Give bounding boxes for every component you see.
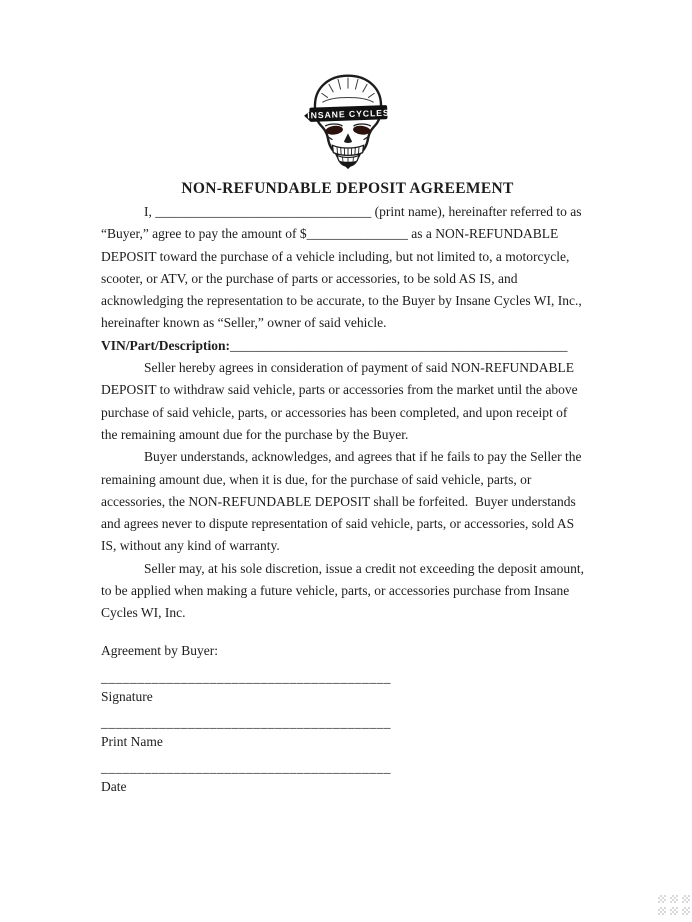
vin-blank-field: __________________________________________________ [229,337,568,353]
paragraph-line: Seller hereby agrees in consideration of payment of said NON-REFUNDABLE [144,360,575,376]
paragraph-line: DEPOSIT toward the purchase of a vehicle including, but not limited to, a motorcycle, [101,248,570,264]
print-name-label: Print Name [101,733,163,749]
date-group [101,759,594,797]
checker-tile [658,895,666,903]
print-name-line-field: ________________________________________ [101,714,391,730]
skull-logo-icon [302,73,394,170]
vin-label: VIN/Part/Description: [101,337,230,353]
document-body [101,201,594,797]
paragraph-line: accessories, the NON-REFUNDABLE DEPOSIT shall be forfeited. Buyer understands [101,493,576,509]
logo-banner [303,105,389,122]
paragraph-line: Seller may, at his sole discretion, issue a credit not exceeding the deposit amount, [144,560,585,576]
checker-tile [682,895,690,903]
logo-banner-text: INSANE CYCLES [306,107,390,121]
paragraph-line: hereinafter known as “Seller,” owner of said vehicle. [101,315,387,331]
signature-label: Signature [101,688,153,704]
checkerboard-artifact [658,895,690,916]
paragraph-line: Buyer understands, acknowledges, and agrees that if he fails to pay the Seller the [144,449,582,465]
date-line-field: ________________________________________ [101,759,391,775]
date-label: Date [101,778,127,794]
paragraph-line: “Buyer,” agree to pay the amount of $_______________ as a NON-REFUNDABLE [101,226,559,242]
checker-tile [670,907,678,915]
paragraph-line: purchase of said vehicle, parts, or accessories has been completed, and upon receipt of [101,404,568,420]
agreement-by-buyer-label: Agreement by Buyer: [101,642,218,658]
paragraph-line: I, ________________________________ (print name), hereinafter referred to as [144,204,582,219]
paragraph-line: remaining amount due, when it is due, for the purchase of said vehicle, parts, or [101,471,532,487]
checker-tile [670,895,678,903]
document-title: NON-REFUNDABLE DEPOSIT AGREEMENT [181,180,514,197]
paragraph-line: Cycles WI, Inc. [101,605,186,621]
vin-line [101,335,594,357]
paragraph-line: and agrees never to dispute representation of said vehicle, parts, or accessories, sold AS [101,516,575,532]
checker-tile [658,907,666,915]
signature-group [101,669,594,707]
paragraph-line: DEPOSIT to withdraw said vehicle, parts or accessories from the market until the above [101,382,578,398]
paragraph-line: the remaining amount due for the purchase by the Buyer. [101,426,409,442]
signature-line-field: ________________________________________ [101,669,391,685]
paragraph-line: to be applied when making a future vehicle, parts, or accessories purchase from Insane [101,583,570,599]
checker-tile [682,907,690,915]
print-name-group [101,714,594,752]
paragraph-line: acknowledging the representation to be accurate, to the Buyer by Insane Cycles WI, Inc., [101,293,582,309]
logo-container [101,0,594,170]
paragraph-line: scooter, or ATV, or the purchase of parts or accessories, to be sold AS IS, and [101,270,518,286]
paragraph-line: IS, without any kind of warranty. [101,538,280,554]
